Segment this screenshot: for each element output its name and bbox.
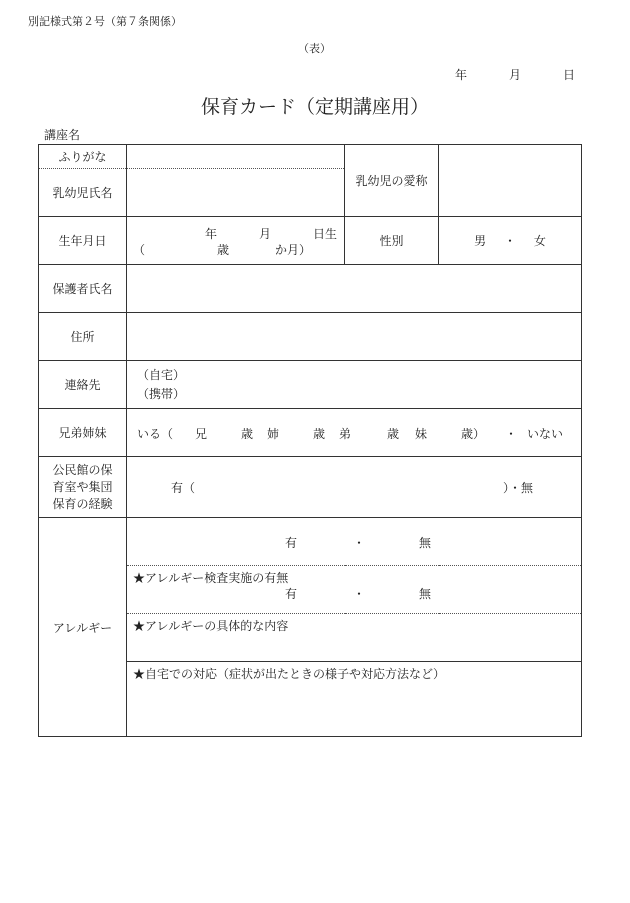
siblings-yes[interactable]: いる（ xyxy=(137,426,174,441)
contact-label: 連絡先 xyxy=(39,361,127,409)
gender-label: 性別 xyxy=(345,217,439,265)
experience-label xyxy=(39,457,127,518)
siblings-younger-brother: 弟 xyxy=(339,426,352,441)
allergy-test-label: ★アレルギー検査実施の有無 xyxy=(133,571,289,585)
allergy-detail-field[interactable] xyxy=(127,614,582,662)
birth-day: 日生 xyxy=(313,226,338,241)
allergy-no[interactable]: 無 xyxy=(419,535,432,550)
childcare-form-table xyxy=(38,144,582,737)
nickname-label: 乳幼児の愛称 xyxy=(345,145,439,217)
siblings-brother: 兄 xyxy=(195,426,208,441)
child-name-field[interactable] xyxy=(127,169,345,217)
siblings-label: 兄弟姉妹 xyxy=(39,409,127,457)
experience-field[interactable] xyxy=(127,457,582,518)
contact-home: （自宅） xyxy=(137,367,186,382)
allergy-home-field[interactable] xyxy=(127,662,582,737)
address-label: 住所 xyxy=(39,313,127,361)
birthdate-label: 生年月日 xyxy=(39,217,127,265)
side-label: （表） xyxy=(298,42,331,55)
nickname-field[interactable] xyxy=(439,145,582,217)
guardian-label: 保護者氏名 xyxy=(39,265,127,313)
allergy-detail-label: ★アレルギーの具体的な内容 xyxy=(133,619,289,633)
allergy-presence-field[interactable] xyxy=(127,518,582,566)
siblings-age-4: 歳） xyxy=(461,426,486,441)
siblings-field[interactable] xyxy=(127,409,582,457)
birth-year: 年 xyxy=(205,226,218,241)
course-name-field[interactable] xyxy=(44,126,350,145)
experience-label-line-2: 育室や集団 xyxy=(52,479,113,494)
course-label: 講座名 xyxy=(44,128,81,142)
experience-label-line-1: 公民館の保 xyxy=(52,462,113,477)
address-field[interactable] xyxy=(127,313,582,361)
allergy-home-label: ★自宅での対応（症状が出たときの様子や対応方法など） xyxy=(133,667,446,681)
birthdate-field[interactable] xyxy=(127,217,345,265)
age-months: か月） xyxy=(275,242,312,257)
furigana-label: ふりがな xyxy=(39,145,127,169)
allergy-test-separator: ・ xyxy=(353,587,366,601)
age-open: （ xyxy=(133,242,146,257)
siblings-younger-sister: 妹 xyxy=(415,426,428,441)
allergy-test-no[interactable]: 無 xyxy=(419,587,432,601)
experience-no[interactable]: ）・無 xyxy=(503,481,534,495)
experience-yes[interactable]: 有（ xyxy=(171,481,196,495)
siblings-separator: ・ xyxy=(505,426,518,441)
siblings-age-2: 歳 xyxy=(313,426,326,441)
contact-field[interactable] xyxy=(127,361,582,409)
allergy-test-field[interactable] xyxy=(127,566,582,614)
child-name-label: 乳幼児氏名 xyxy=(39,169,127,217)
gender-field[interactable] xyxy=(439,217,582,265)
siblings-age-1: 歳 xyxy=(241,426,254,441)
date-year: 年 xyxy=(455,68,468,82)
gender-female[interactable]: 女 xyxy=(533,234,546,248)
form-reference: 別記様式第２号（第７条関係） xyxy=(28,15,182,28)
date-day: 日 xyxy=(563,68,576,82)
siblings-sister: 姉 xyxy=(267,426,280,441)
date-month: 月 xyxy=(509,68,522,82)
allergy-yes[interactable]: 有 xyxy=(285,535,298,550)
siblings-age-3: 歳 xyxy=(387,426,400,441)
experience-label-line-3: 保育の経験 xyxy=(52,496,113,511)
allergy-test-yes[interactable]: 有 xyxy=(285,587,298,601)
contact-mobile: （携帯） xyxy=(137,386,186,401)
allergy-separator: ・ xyxy=(353,535,366,550)
gender-separator: ・ xyxy=(503,234,516,248)
guardian-field[interactable] xyxy=(127,265,582,313)
age-years: 歳 xyxy=(217,242,230,257)
date-line xyxy=(455,66,575,83)
siblings-no[interactable]: いない xyxy=(527,426,564,441)
allergy-label: アレルギー xyxy=(39,518,127,737)
birth-month: 月 xyxy=(259,226,272,241)
furigana-field[interactable] xyxy=(127,145,345,169)
page-title: 保育カード（定期講座用） xyxy=(200,96,429,118)
gender-male[interactable]: 男 xyxy=(474,234,487,248)
